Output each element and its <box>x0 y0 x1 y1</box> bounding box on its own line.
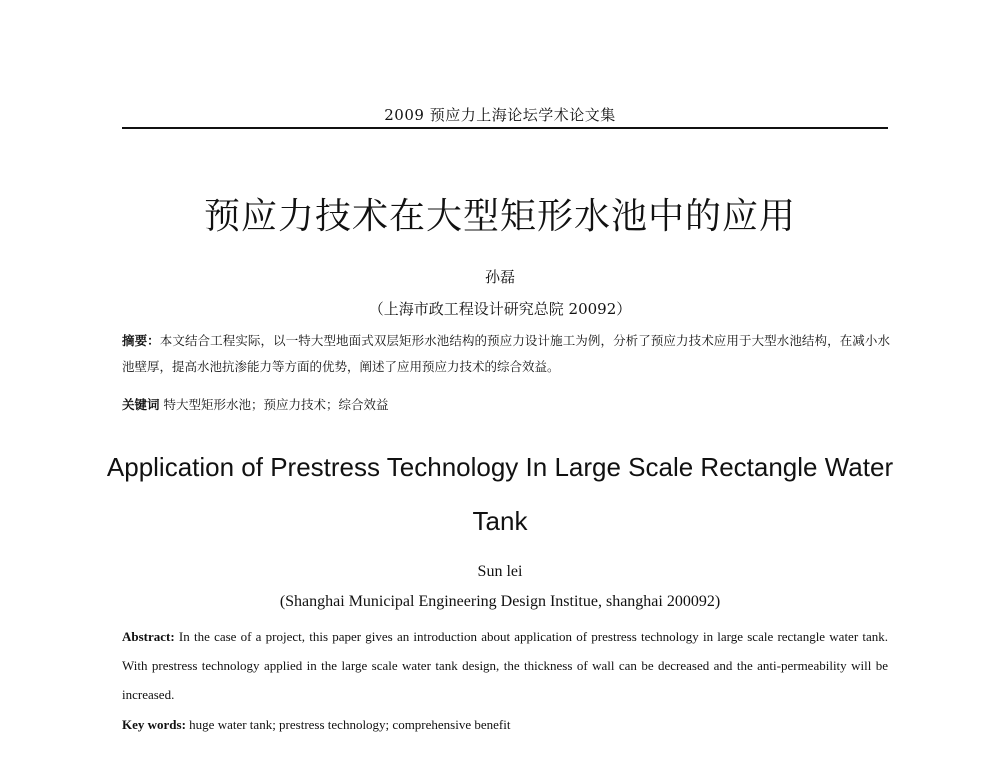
chinese-abstract-text: 本文结合工程实际，以一特大型地面式双层矩形水池结构的预应力设计施工为例，分析了预应力技术应用于大型水池结构，在减小水池壁厚，提高水池抗渗能力等方面的优势，阐述了应用预应力技术的综合效益。 <box>122 333 890 374</box>
chinese-affiliation: （上海市政工程设计研究总院 20092） <box>368 300 632 318</box>
chinese-keywords-label: 关键词 <box>122 397 160 412</box>
english-abstract-text: In the case of a project, this paper gives an introduction about application of prestress technology in large scale rectangle water tank. With prestress technology applied in the large scale water tank design, the thickness of wall can be decreased and the anti-permeability will be increased. <box>122 629 888 702</box>
english-author: Sun lei <box>477 563 523 580</box>
running-header: 2009 预应力上海论坛学术论文集 <box>384 106 616 124</box>
chinese-author: 孙磊 <box>484 268 515 286</box>
english-keywords <box>122 714 888 736</box>
english-abstract <box>122 622 888 709</box>
english-abstract-label: Abstract: <box>122 629 175 644</box>
chinese-keywords-text: 特大型矩形水池；预应力技术；综合效益 <box>159 397 389 412</box>
chinese-title: 预应力技术在大型矩形水池中的应用 <box>203 196 796 237</box>
chinese-keywords <box>122 394 890 416</box>
english-keywords-text: huge water tank; prestress technology; comprehensive benefit <box>185 717 511 732</box>
english-keywords-label: Key words: <box>122 717 186 732</box>
english-affiliation: (Shanghai Municipal Engineering Design Institue, shanghai 200092) <box>279 593 721 610</box>
english-title: Application of Prestress Technology In Large Scale Rectangle Water Tank <box>106 452 894 536</box>
chinese-abstract <box>122 328 890 380</box>
header-rule <box>122 127 888 129</box>
chinese-abstract-label: 摘要： <box>122 333 160 348</box>
